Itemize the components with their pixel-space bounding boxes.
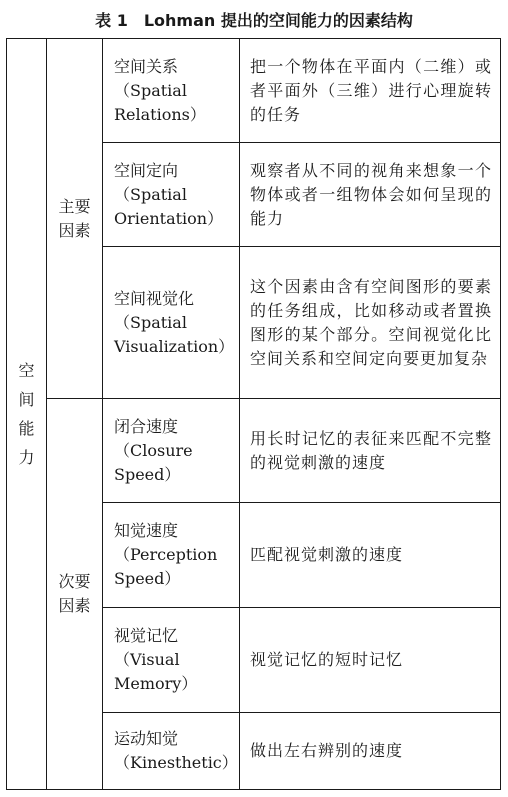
group-label-line: 次要 xyxy=(58,572,91,591)
table-caption: 表 1 Lohman 提出的空间能力的因素结构 xyxy=(95,11,413,30)
factor-english: （Kinesthetic） xyxy=(114,753,238,772)
factor-name: 空间关系 xyxy=(114,56,179,76)
factor-table xyxy=(6,38,501,790)
factor-english: （Spatial xyxy=(114,184,187,204)
main-category-cell xyxy=(7,39,47,790)
main-label-char: 力 xyxy=(18,448,35,467)
factor-cell xyxy=(103,608,240,713)
factor-name: 运动知觉 xyxy=(114,729,179,748)
table-row xyxy=(7,399,501,503)
factor-cell xyxy=(103,143,240,247)
factor-name: 空间视觉化 xyxy=(114,288,195,308)
factor-cell xyxy=(103,503,240,608)
description-cell: 做出左右辨别的速度 xyxy=(240,713,501,790)
factor-cell xyxy=(103,713,240,790)
main-label-char: 能 xyxy=(18,419,35,438)
factor-cell xyxy=(103,39,240,143)
description-cell: 观察者从不同的视角来想象一个物体或者一组物体会如何呈现的能力 xyxy=(240,143,501,247)
factor-name: 空间定向 xyxy=(114,160,179,180)
factor-name: 闭合速度 xyxy=(114,416,179,436)
factor-english: （Closure xyxy=(114,440,193,460)
description-cell: 匹配视觉刺激的速度 xyxy=(240,503,501,608)
description-cell: 把一个物体在平面内（二维）或者平面外（三维）进行心理旋转的任务 xyxy=(240,39,501,143)
factor-english: Visualization） xyxy=(114,336,235,356)
factor-english: （Spatial xyxy=(114,312,187,332)
description-cell: 用长时记忆的表征来匹配不完整的视觉刺激的速度 xyxy=(240,399,501,503)
group-label-line: 因素 xyxy=(58,220,91,240)
group-label-secondary xyxy=(47,399,103,790)
factor-cell xyxy=(103,247,240,399)
main-label-char: 空 xyxy=(18,361,35,380)
factor-english: Orientation） xyxy=(114,208,224,228)
group-label-primary xyxy=(47,39,103,399)
group-label-line: 因素 xyxy=(58,596,91,615)
main-label-char: 间 xyxy=(18,390,35,409)
group-label-line: 主要 xyxy=(58,196,91,216)
factor-english: （Visual xyxy=(114,650,180,669)
factor-english: Speed） xyxy=(114,569,181,588)
description-cell: 这个因素由含有空间图形的要素的任务组成，比如移动或者置换图形的某个部分。空间视觉化比空间关系和空间定向要更加复杂 xyxy=(240,247,501,399)
factor-cell xyxy=(103,399,240,503)
factor-name: 知觉速度 xyxy=(114,521,179,540)
description-cell: 视觉记忆的短时记忆 xyxy=(240,608,501,713)
factor-english: （Perception xyxy=(114,545,218,564)
factor-english: （Spatial xyxy=(114,80,187,100)
factor-english: Relations） xyxy=(114,104,206,124)
table-row xyxy=(7,39,501,143)
factor-english: Speed） xyxy=(114,464,181,484)
factor-english: Memory） xyxy=(114,674,198,693)
factor-name: 视觉记忆 xyxy=(114,626,179,645)
